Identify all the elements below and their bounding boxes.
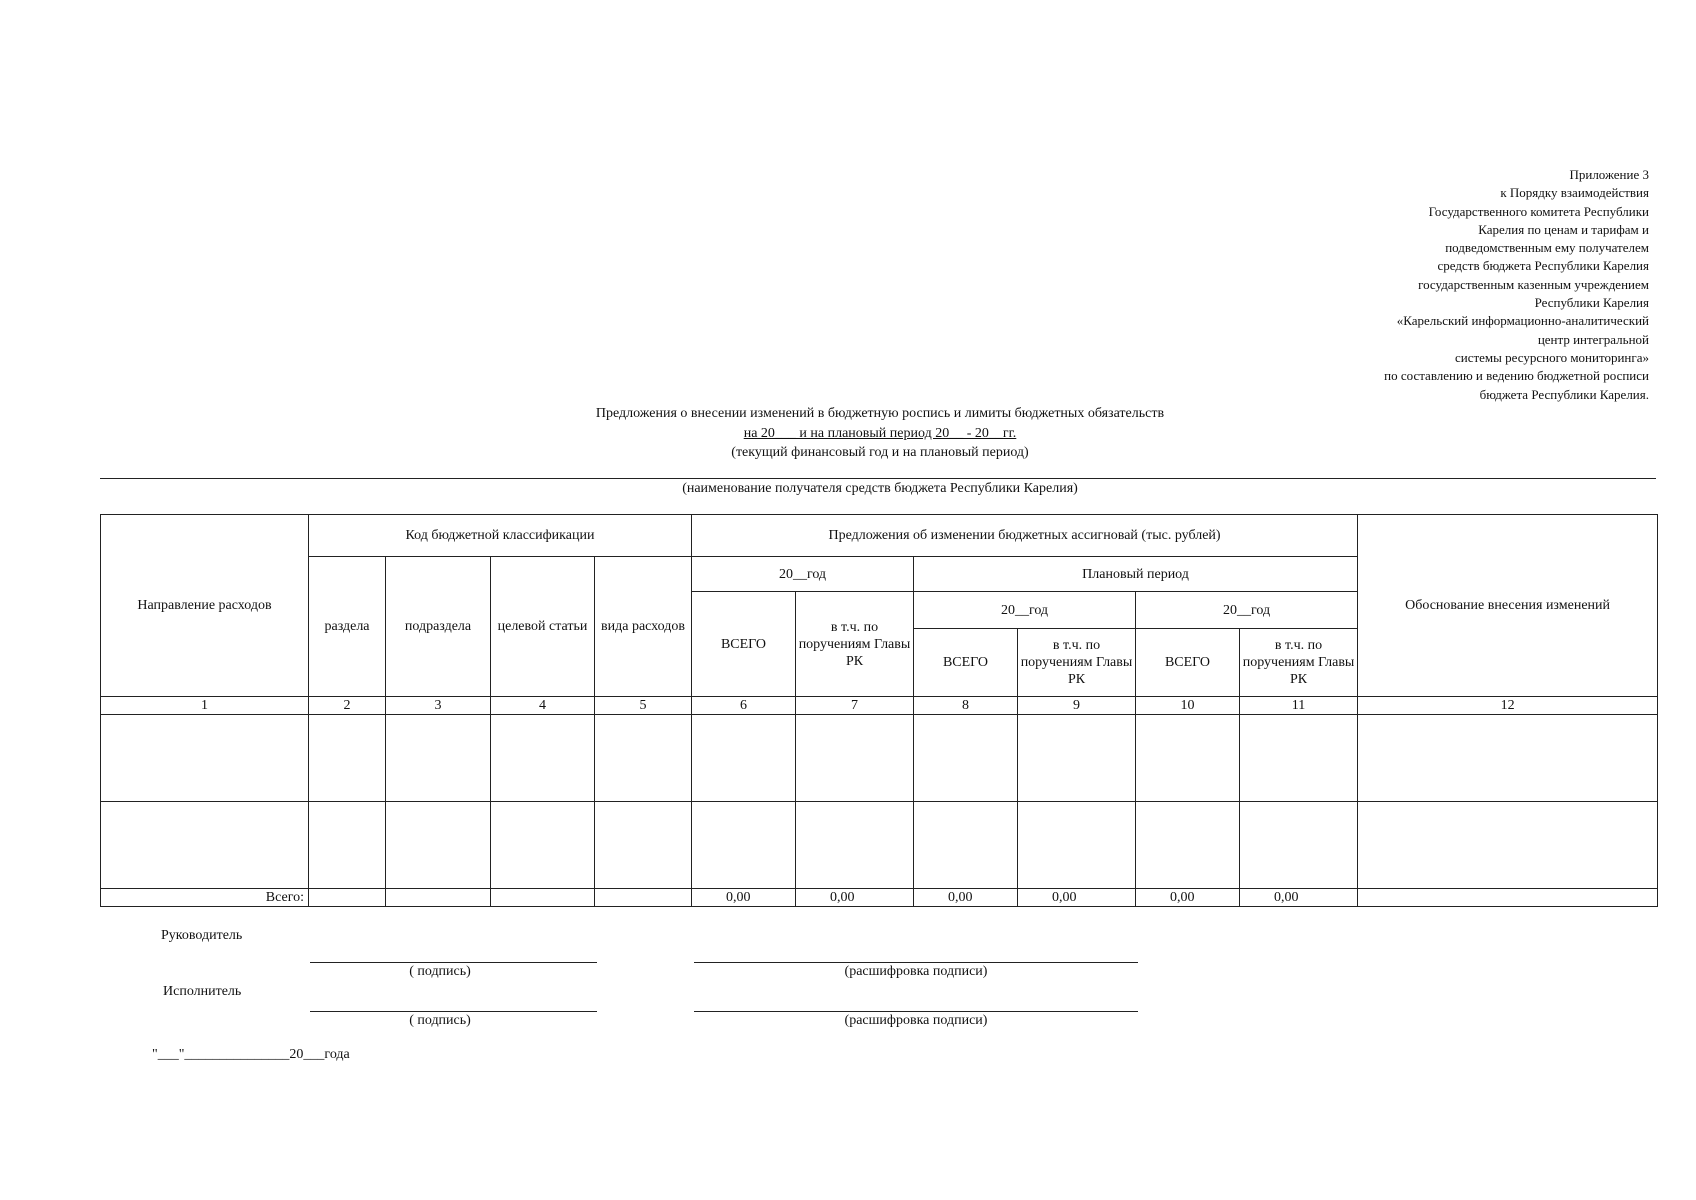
- title-line-2: на 20___ и на плановый период 20__ - 20__гг.: [743, 425, 1017, 441]
- table-cell: [1358, 889, 1658, 907]
- table-cell[interactable]: [309, 802, 386, 889]
- table-cell[interactable]: [692, 715, 796, 802]
- recipient-name-line: [100, 478, 1656, 479]
- column-number: 1: [101, 697, 309, 715]
- table-cell[interactable]: [101, 715, 309, 802]
- table-cell: [386, 889, 491, 907]
- table-cell[interactable]: [491, 802, 595, 889]
- head-signature-caption: ( подпись): [409, 964, 471, 979]
- appendix-line: центр интегральной: [1537, 331, 1649, 347]
- column-number: 3: [386, 697, 491, 715]
- table-cell[interactable]: [914, 802, 1018, 889]
- appendix-header: [1229, 166, 1649, 404]
- table-cell[interactable]: [1018, 715, 1136, 802]
- table-cell: [491, 889, 595, 907]
- column-number: 9: [1018, 697, 1136, 715]
- appendix-line: средств бюджета Республики Карелия: [1437, 258, 1649, 274]
- table-cell[interactable]: [914, 715, 1018, 802]
- appendix-line: государственным казенным учреждением: [1418, 276, 1649, 292]
- header-subsection: подраздела: [386, 557, 491, 697]
- total-value: 0,00: [1018, 889, 1136, 907]
- column-number: 12: [1358, 697, 1658, 715]
- recipient-name-caption: (наименование получателя средств бюджета Республики Карелия): [682, 481, 1078, 496]
- column-number: 4: [491, 697, 595, 715]
- executor-signature-caption: ( подпись): [409, 1013, 471, 1028]
- header-incl-orders-current: в т.ч. по поручениям Главы РК: [796, 592, 914, 697]
- title-line-3: (текущий финансовый год и на плановый период): [731, 445, 1029, 460]
- header-kbk: Код бюджетной классификации: [309, 515, 692, 557]
- table-cell[interactable]: [796, 802, 914, 889]
- table-cell: [595, 889, 692, 907]
- appendix-line: к Порядку взаимодействия: [1500, 185, 1649, 201]
- total-value: 0,00: [1240, 889, 1358, 907]
- table-cell[interactable]: [1240, 715, 1358, 802]
- header-total-year-2: ВСЕГО: [914, 629, 1018, 697]
- table-cell[interactable]: [1136, 715, 1240, 802]
- table-cell[interactable]: [1018, 802, 1136, 889]
- appendix-line: Приложение 3: [1569, 167, 1649, 182]
- total-value: 0,00: [692, 889, 796, 907]
- header-justification: Обоснование внесения изменений: [1358, 515, 1658, 697]
- table-cell[interactable]: [1358, 802, 1658, 889]
- executor-decoding-line[interactable]: [694, 1011, 1138, 1012]
- head-decoding-line[interactable]: [694, 962, 1138, 963]
- column-number: 8: [914, 697, 1018, 715]
- total-value: 0,00: [796, 889, 914, 907]
- table-cell[interactable]: [796, 715, 914, 802]
- table-cell[interactable]: [101, 802, 309, 889]
- total-label: Всего:: [101, 889, 309, 907]
- table-cell[interactable]: [595, 802, 692, 889]
- appendix-line: «Карельский информационно-аналитический: [1396, 313, 1649, 329]
- appendix-line: бюджета Республики Карелия.: [1479, 386, 1649, 402]
- header-target-item: целевой статьи: [491, 557, 595, 697]
- table-cell[interactable]: [309, 715, 386, 802]
- appendix-line: Государственного комитета Республики: [1428, 203, 1649, 219]
- table-cell[interactable]: [386, 802, 491, 889]
- date-line: "___"_______________20___года: [152, 1047, 350, 1062]
- table-cell[interactable]: [1240, 802, 1358, 889]
- appendix-line: подведомственным ему получателем: [1445, 240, 1649, 256]
- header-year-2: 20__год: [914, 592, 1136, 629]
- budget-proposals-table: [100, 514, 1658, 907]
- column-number: 11: [1240, 697, 1358, 715]
- executor-signature-line[interactable]: [310, 1011, 597, 1012]
- document-title: [0, 404, 1696, 463]
- column-number-row: [101, 697, 1658, 715]
- column-number: 7: [796, 697, 914, 715]
- head-label: Руководитель: [161, 928, 243, 943]
- appendix-line: по составлению и ведению бюджетной росписи: [1384, 368, 1649, 384]
- column-number: 2: [309, 697, 386, 715]
- header-proposals: Предложения об изменении бюджетных ассигновай (тыс. рублей): [692, 515, 1358, 557]
- executor-label: Исполнитель: [163, 984, 242, 999]
- table-row: [101, 802, 1658, 889]
- executor-decoding-caption: (расшифровка подписи): [844, 1013, 988, 1028]
- header-expense-type: вида расходов: [595, 557, 692, 697]
- total-value: 0,00: [914, 889, 1018, 907]
- appendix-line: Республики Карелия: [1534, 295, 1649, 311]
- header-direction: Направление расходов: [101, 515, 309, 697]
- header-year-3: 20__год: [1136, 592, 1358, 629]
- header-planning-period: Плановый период: [914, 557, 1358, 592]
- header-section: раздела: [309, 557, 386, 697]
- appendix-line: Карелия по ценам и тарифам и: [1478, 221, 1649, 237]
- table-cell[interactable]: [595, 715, 692, 802]
- table-cell[interactable]: [386, 715, 491, 802]
- table-cell[interactable]: [1358, 715, 1658, 802]
- appendix-line: системы ресурсного мониторинга»: [1454, 349, 1649, 365]
- total-value: 0,00: [1136, 889, 1240, 907]
- table-row: [101, 715, 1658, 802]
- header-total-year-3: ВСЕГО: [1136, 629, 1240, 697]
- column-number: 5: [595, 697, 692, 715]
- header-incl-orders-year-3: в т.ч. по поручениям Главы РК: [1240, 629, 1358, 697]
- column-number: 10: [1136, 697, 1240, 715]
- header-total-current: ВСЕГО: [692, 592, 796, 697]
- table-cell: [309, 889, 386, 907]
- table-cell[interactable]: [692, 802, 796, 889]
- header-current-year: 20__год: [692, 557, 914, 592]
- head-decoding-caption: (расшифровка подписи): [844, 964, 988, 979]
- column-number: 6: [692, 697, 796, 715]
- total-row: [101, 889, 1658, 907]
- title-line-1: Предложения о внесении изменений в бюджетную роспись и лимиты бюджетных обязательств: [595, 406, 1165, 421]
- table-cell[interactable]: [491, 715, 595, 802]
- head-signature-line[interactable]: [310, 962, 597, 963]
- header-incl-orders-year-2: в т.ч. по поручениям Главы РК: [1018, 629, 1136, 697]
- table-cell[interactable]: [1136, 802, 1240, 889]
